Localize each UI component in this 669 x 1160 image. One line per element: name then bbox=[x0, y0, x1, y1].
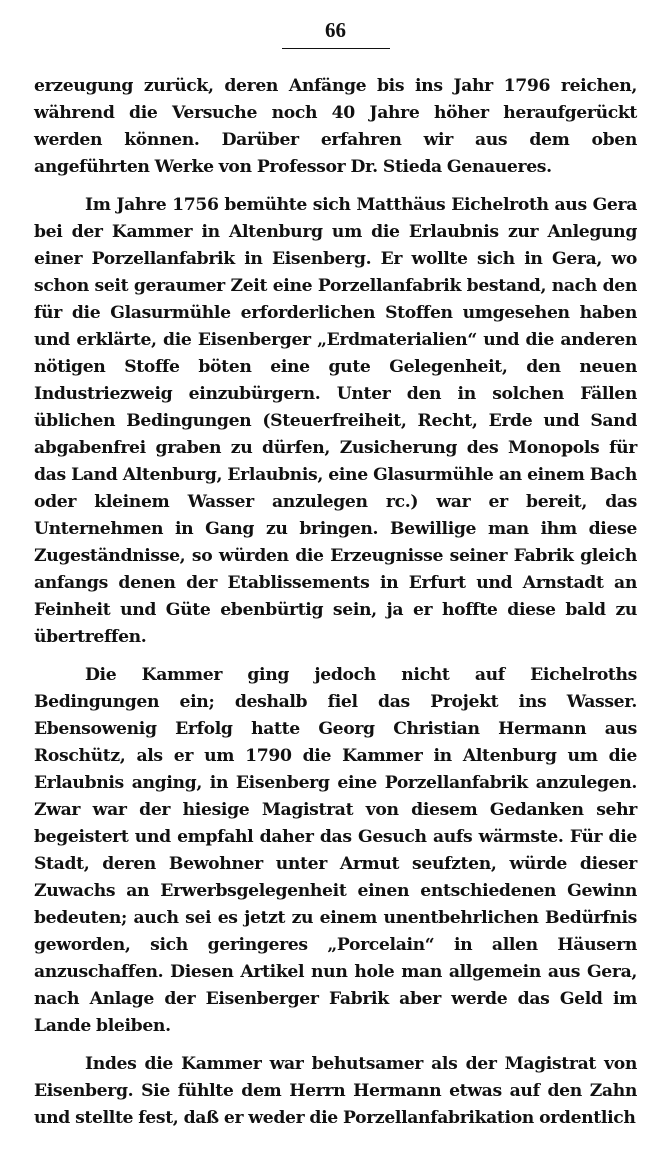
paragraph-continuation: erzeugung zurück, deren Anfänge bis ins Jahr 1796 reichen, während die Versuche noch 40 Jahre höher heraufgerückt werden können. Darüber erfahren wir aus dem oben angeführten Werke von Professor Dr. Stieda Genaueres. bbox=[34, 76, 637, 177]
paragraph-hermann: Die Kammer ging jedoch nicht auf Eichelroths Bedingungen ein; deshalb fiel das Projekt ins Wasser. Ebensowenig Erfolg hatte Georg Christian Hermann aus Roschütz, als er um 1790 die Kammer in Altenburg um die Erlaubnis anging, in Eisenberg eine Porzellanfabrik anzulegen. Zwar war der hiesige Magistrat von diesem Gedanken sehr begeistert und empfahl daher das Gesuch aufs wärmste. Für die Stadt, deren Bewohner unter Armut seufzten, würde dieser Zuwachs an Erwerbsgelegenheit einen entschiedenen Gewinn bedeuten; auch sei es jetzt zu einem unentbehrlichen Bedürfnis geworden, sich geringeres „Porcelain“ in allen Häusern anzuschaffen. Diesen Artikel nun hole man allgemein aus Gera, nach Anlage der Eisenberger Fabrik aber werde das Geld im Lande bleiben. bbox=[34, 665, 637, 1036]
page-number: 66 bbox=[325, 18, 346, 42]
book-page bbox=[34, 18, 637, 1143]
header-rule bbox=[282, 48, 390, 49]
paragraph-kammer: Indes die Kammer war behutsamer als der Magistrat von Eisenberg. Sie fühlte dem Herrn Hermann etwas auf den Zahn und stellte fest, daß er weder die Porzellanfabrikation ordentlich bbox=[34, 1054, 637, 1128]
paragraph-eichelroth: Im Jahre 1756 bemühte sich Matthäus Eichelroth aus Gera bei der Kammer in Altenburg um die Erlaubnis zur Anlegung einer Porzellanfabrik in Eisenberg. Er wollte sich in Gera, wo schon seit geraumer Zeit eine Porzellanfabrik bestand, nach den für die Glasurmühle erforderlichen Stoffen umgesehen haben und erklärte, die Eisenberger „Erdmaterialien“ und die anderen nötigen Stoffe böten eine gute Gelegenheit, den neuen Industriezweig einzubürgern. Unter den in solchen Fällen üblichen Bedingungen (Steuerfreiheit, Recht, Erde und Sand abgabenfrei graben zu dürfen, Zusicherung des Monopols für das Land Altenburg, Erlaubnis, eine Glasurmühle an einem Bach oder kleinem Wasser anzulegen rc.) war er bereit, das Unternehmen in Gang zu bringen. Bewillige man ihm diese Zugeständnisse, so würden die Erzeugnisse seiner Fabrik gleich anfangs denen der Etablissements in Erfurt und Arnstadt an Feinheit und Güte ebenbürtig sein, ja er hoffte diese bald zu übertreffen. bbox=[34, 195, 637, 647]
